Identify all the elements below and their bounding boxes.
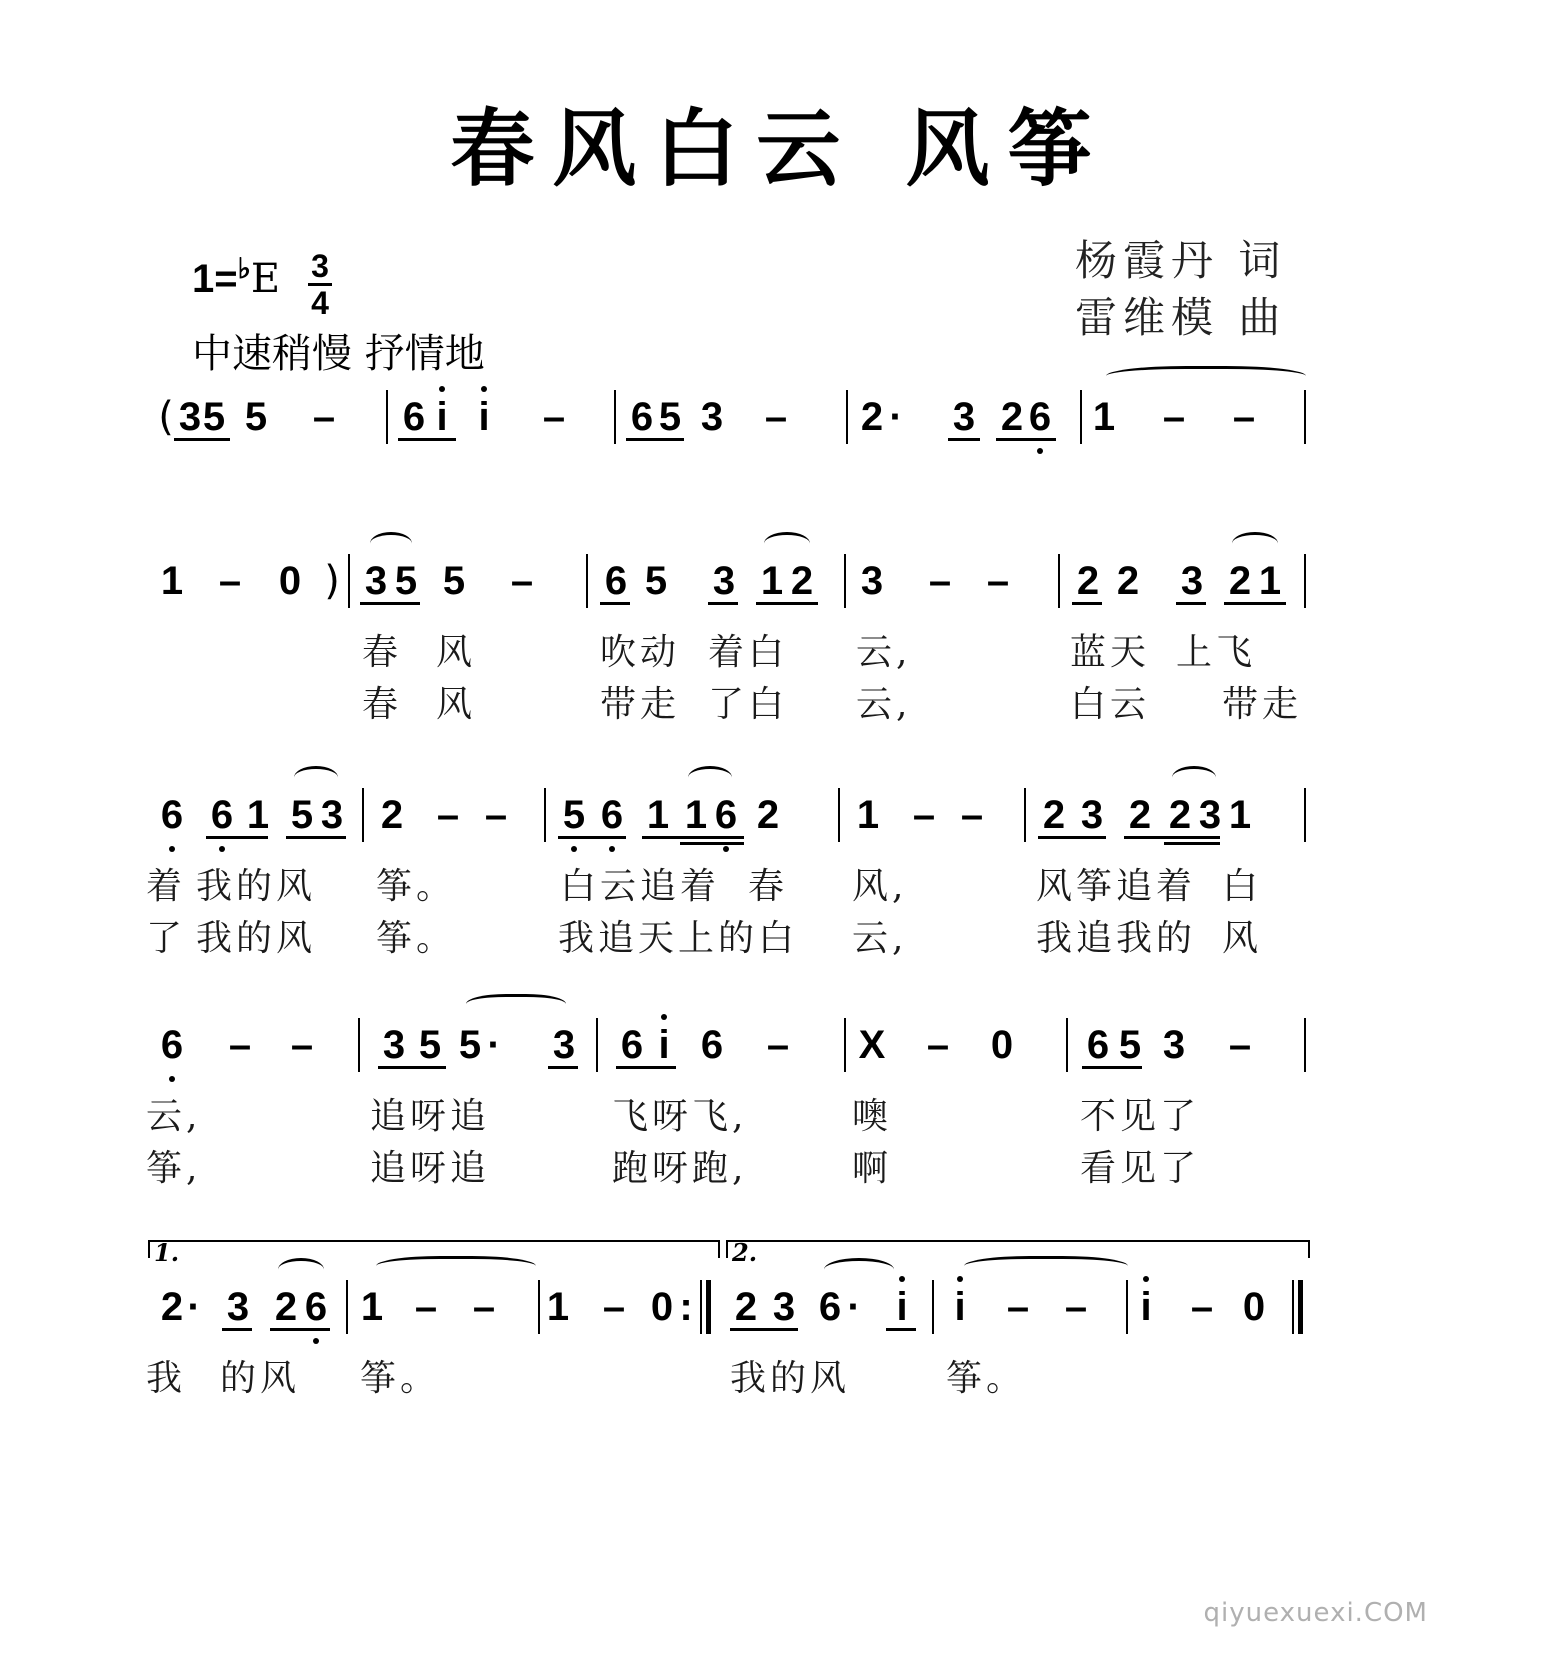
note: 6: [604, 559, 628, 603]
lyric: 带走: [1222, 684, 1303, 725]
lyric: 着: [146, 866, 187, 907]
repeat-dots: :: [679, 1285, 693, 1329]
lyric: 啊: [852, 1148, 893, 1189]
lyric: 春: [748, 866, 789, 907]
lyric: 我: [146, 1358, 187, 1399]
staff-row-5: [160, 1282, 1400, 1352]
dash: –: [912, 793, 936, 837]
staff-row-4: [160, 1020, 1400, 1090]
lyric: 云,: [146, 1096, 202, 1137]
note: X: [858, 1023, 886, 1067]
paren-close: ): [324, 558, 340, 604]
note: 6: [630, 395, 654, 439]
note: i: [896, 1285, 908, 1329]
lyric: 筝。: [376, 918, 457, 959]
lyric: 我追我的: [1036, 918, 1197, 959]
lyric: 筝。: [376, 866, 457, 907]
lyric: 我的风: [730, 1358, 851, 1399]
lyric: 我追天上的白: [558, 918, 799, 959]
note: 3: [1198, 793, 1222, 837]
note: 2: [1116, 559, 1140, 603]
note: 2: [860, 395, 884, 439]
lyric: 我的风: [196, 918, 317, 959]
note: 2: [756, 793, 780, 837]
note: 1: [1092, 395, 1116, 439]
note: 2: [1076, 559, 1100, 603]
note: 2: [1000, 395, 1024, 439]
key-note: E: [250, 256, 281, 302]
dash: –: [472, 1285, 496, 1329]
lyricist-credit: 杨霞丹 词: [1075, 236, 1287, 285]
lyric: 看见了: [1080, 1148, 1201, 1189]
note: 5: [458, 1023, 482, 1067]
note: 2: [274, 1285, 298, 1329]
site-watermark: qiyuexuexi.COM: [1203, 1598, 1428, 1628]
note: 3: [1162, 1023, 1186, 1067]
note: 2: [160, 1285, 184, 1329]
lyric: 飞呀飞,: [612, 1096, 748, 1137]
lyric: 带走: [600, 684, 681, 725]
lyric: 追呀追: [370, 1096, 491, 1137]
lyric: 蓝天: [1070, 632, 1151, 673]
dash: –: [218, 559, 242, 603]
lyric: 上飞: [1176, 632, 1257, 673]
dash: –: [1064, 1285, 1088, 1329]
dash: –: [764, 395, 788, 439]
note: 5: [644, 559, 668, 603]
note: 5: [1118, 1023, 1142, 1067]
note: 3: [382, 1023, 406, 1067]
note: 6: [714, 793, 738, 837]
lyric: 我的风: [196, 866, 317, 907]
note: 5: [658, 395, 682, 439]
note: 3: [860, 559, 884, 603]
lyric: 春: [362, 632, 403, 673]
note: 3: [178, 395, 202, 439]
dash: –: [436, 793, 460, 837]
page-title: 春风白云 风筝: [450, 99, 1110, 198]
note: 1: [856, 793, 880, 837]
dot-augment: ·: [187, 1285, 201, 1329]
note: 2: [734, 1285, 758, 1329]
lyric: 着白: [708, 632, 789, 673]
note: 5: [442, 559, 466, 603]
lyric: 噢: [852, 1096, 893, 1137]
note: 5: [290, 793, 314, 837]
note: 6: [700, 1023, 724, 1067]
lyric: 风: [436, 684, 477, 725]
note: 2: [1042, 793, 1066, 837]
dash: –: [1006, 1285, 1030, 1329]
note: 1: [646, 793, 670, 837]
volta-second-number: 2.: [732, 1238, 758, 1267]
dash: –: [414, 1285, 438, 1329]
note: 5: [562, 793, 586, 837]
note: 6: [210, 793, 234, 837]
note: 1: [684, 793, 708, 837]
lyric: 云,: [852, 918, 908, 959]
note: 6: [304, 1285, 328, 1329]
note: 1: [1228, 793, 1252, 837]
lyric: 跑呀跑,: [612, 1148, 748, 1189]
dash: –: [510, 559, 534, 603]
dash: –: [986, 559, 1010, 603]
note: 2: [380, 793, 404, 837]
lyric: 筝,: [146, 1148, 202, 1189]
note: 3: [320, 793, 344, 837]
note: 5: [202, 395, 226, 439]
time-beats: 3: [311, 248, 329, 284]
dash: –: [290, 1023, 314, 1067]
note: 1: [246, 793, 270, 837]
lyric: 了: [146, 918, 187, 959]
note: 0: [1242, 1285, 1266, 1329]
staff-row-1: [160, 392, 1400, 462]
note: 5: [244, 395, 268, 439]
time-unit: 4: [311, 285, 329, 321]
lyric: 风: [436, 632, 477, 673]
note: 3: [1080, 793, 1104, 837]
note: 6: [818, 1285, 842, 1329]
lyric: 风: [1222, 918, 1263, 959]
lyric: 春: [362, 684, 403, 725]
dash: –: [542, 395, 566, 439]
note: 3: [1180, 559, 1204, 603]
note: 3: [772, 1285, 796, 1329]
note: i: [436, 395, 448, 439]
note: 0: [278, 559, 302, 603]
key-label: 1=: [192, 257, 238, 301]
note: 6: [620, 1023, 644, 1067]
lyric: 白: [1222, 866, 1263, 907]
dash: –: [1232, 395, 1256, 439]
lyric: 追呀追: [370, 1148, 491, 1189]
note: 3: [700, 395, 724, 439]
dash: –: [1190, 1285, 1214, 1329]
note: 2: [1128, 793, 1152, 837]
composer-credit: 雷维模 曲: [1075, 293, 1287, 342]
note: 6: [600, 793, 624, 837]
note: 1: [160, 559, 184, 603]
note: 1: [1258, 559, 1282, 603]
note: 3: [952, 395, 976, 439]
note: 0: [990, 1023, 1014, 1067]
note: i: [1140, 1285, 1152, 1329]
lyric: 吹动: [600, 632, 681, 673]
dot-augment: ·: [847, 1285, 861, 1329]
note: 2: [790, 559, 814, 603]
note: 3: [712, 559, 736, 603]
dash: –: [484, 793, 508, 837]
dash: –: [766, 1023, 790, 1067]
staff-row-3: [160, 790, 1400, 860]
note: 1: [360, 1285, 384, 1329]
dash: –: [1162, 395, 1186, 439]
lyric: 不见了: [1080, 1096, 1201, 1137]
staff-row-2: [160, 556, 1400, 626]
dot-augment: ·: [889, 395, 903, 439]
note: 1: [546, 1285, 570, 1329]
key-signature: [192, 252, 280, 302]
note: 1: [760, 559, 784, 603]
lyric: 风,: [852, 866, 908, 907]
note: 6: [160, 1023, 184, 1067]
flat-sign: ♭: [237, 253, 251, 284]
dash: –: [960, 793, 984, 837]
lyric: 白云追着: [560, 866, 721, 907]
time-signature: [308, 250, 332, 319]
lyric: 云,: [856, 632, 912, 673]
note: i: [954, 1285, 966, 1329]
note: 3: [364, 559, 388, 603]
lyric: 风筝追着: [1036, 866, 1197, 907]
lyric: 筝。: [360, 1358, 441, 1399]
note: 2: [1168, 793, 1192, 837]
note: 6: [160, 793, 184, 837]
note: 2: [1228, 559, 1252, 603]
note: 6: [1086, 1023, 1110, 1067]
paren-open: (: [158, 394, 174, 440]
note: 6: [402, 395, 426, 439]
dot-augment: ·: [487, 1023, 501, 1067]
note: 6: [1028, 395, 1052, 439]
note: 3: [552, 1023, 576, 1067]
dash: –: [312, 395, 336, 439]
dash: –: [602, 1285, 626, 1329]
dash: –: [1228, 1023, 1252, 1067]
note: 3: [226, 1285, 250, 1329]
tempo-marking: 中速稍慢 抒情地: [192, 331, 485, 377]
lyric: 了白: [708, 684, 789, 725]
note: 0: [650, 1285, 674, 1329]
note: i: [478, 395, 490, 439]
note: i: [658, 1023, 670, 1067]
lyric: 白云: [1070, 684, 1151, 725]
dash: –: [228, 1023, 252, 1067]
note: 5: [418, 1023, 442, 1067]
note: 5: [394, 559, 418, 603]
lyric: 筝。: [946, 1358, 1027, 1399]
dash: –: [928, 559, 952, 603]
lyric: 的风: [220, 1358, 301, 1399]
volta-first-number: 1.: [154, 1238, 180, 1267]
dash: –: [926, 1023, 950, 1067]
lyric: 云,: [856, 684, 912, 725]
